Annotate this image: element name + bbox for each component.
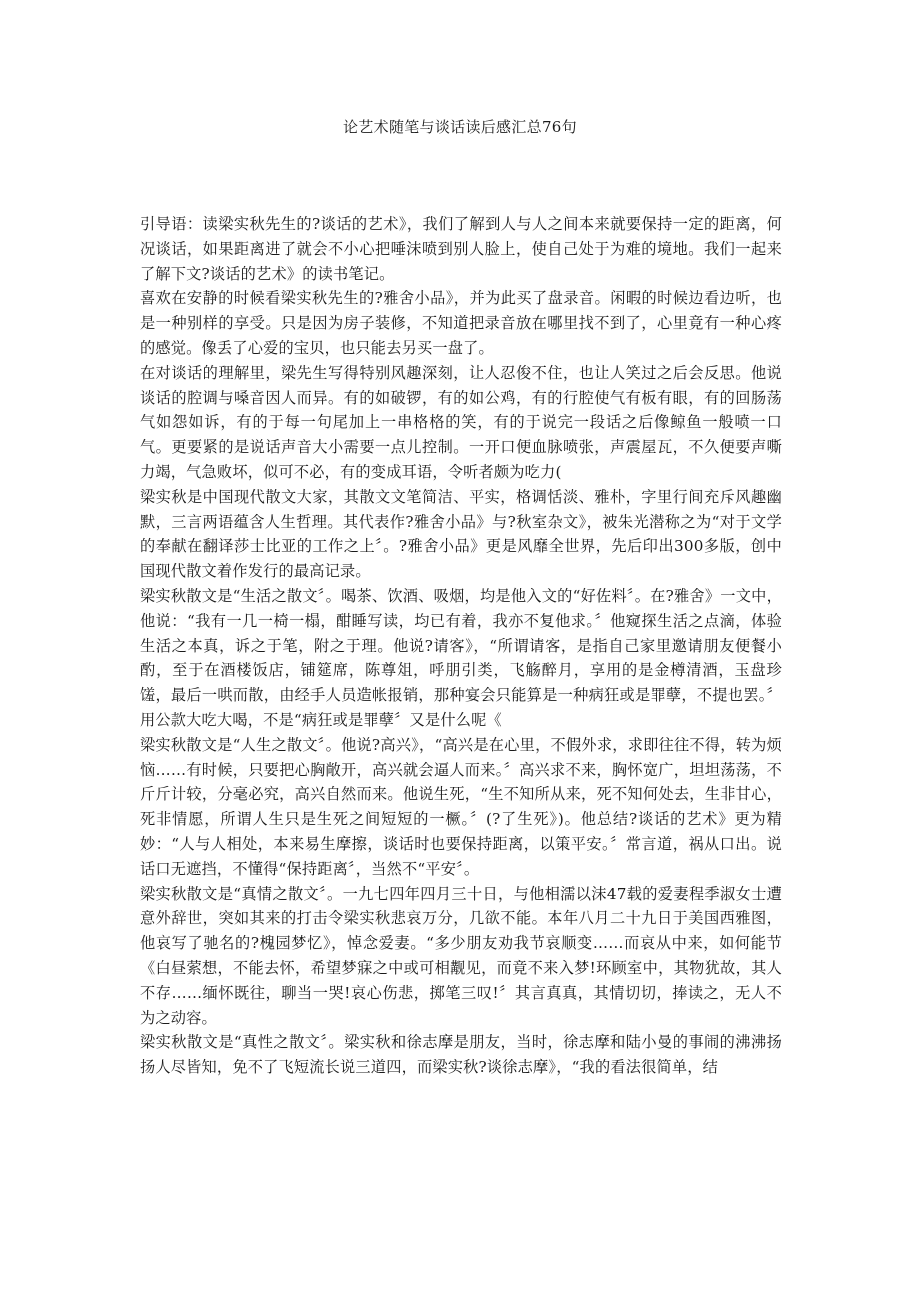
paragraph-nature-prose: 梁实秋散文是“真性之散文〞。梁实秋和徐志摩是朋友，当时，徐志摩和陆小曼的事闹的沸沸扬扬人尽皆知，免不了飞短流长说三道四，而梁实秋?谈徐志摩》，“我的看法很简单，结 bbox=[140, 1033, 782, 1077]
paragraph-intro: 引导语：读梁实秋先生的?谈话的艺术》，我们了解到人与人之间本来就要保持一定的距离，何况谈话，如果距离进了就会不小心把唾沫喷到别人脸上，使自己处于为难的境地。我们一起来了解下文?谈话的艺术》的读书笔记。 bbox=[140, 215, 782, 283]
document-body bbox=[140, 212, 782, 1080]
paragraph-listening: 喜欢在安静的时候看梁实秋先生的?雅舍小品》，并为此买了盘录音。闲暇的时候边看边听，也是一种别样的享受。只是因为房子装修，不知道把录音放在哪里找不到了，心里竟有一种心疼的感觉。像丢了心爱的宝贝，也只能去另买一盘了。 bbox=[140, 289, 782, 357]
paragraph-voice: 在对谈话的理解里，梁先生写得特别风趣深刻，让人忍俊不住，也让人笑过之后会反思。他说谈话的腔调与嗓音因人而异。有的如破锣，有的如公鸡，有的行腔使气有板有眼，有的回肠荡气如怨如诉，有的于每一句尾加上一串格格的笑，有的于说完一段话之后像鲸鱼一般喷一口气。更要紧的是说话声音大小需要一点儿控制。一开口便血脉喷张，声震屋瓦，不久便要声嘶力竭，气急败坏，似可不必，有的变成耳语，令听者颇为吃力( bbox=[140, 363, 782, 481]
paragraph-life-prose: 梁实秋散文是“生活之散文〞。喝茶、饮酒、吸烟，均是他入文的“好佐料〞。在?雅舍》一文中，他说：“我有一几一椅一榻，酣睡写读，均已有着，我亦不复他求。〞他窥探生活之点滴，体验生活之本真，诉之于笔，附之于理。他说?请客》，“所谓请客，是指自己家里邀请朋友便餐小酌，至于在酒楼饭店，铺筵席，陈尊俎，呼朋引类，飞觞醉月，享用的是金樽清酒，玉盘珍馐，最后一哄而散，由经手人员造帐报销，那种宴会只能算是一种病狂或是罪孽，不提也罢。〞用公款大吃大喝，不是“病狂或是罪孽〞又是什么呢《 bbox=[140, 586, 782, 729]
paragraph-emotion-prose: 梁实秋散文是“真情之散文〞。一九七四年四月三十日，与他相濡以沫47载的爱妻程季淑女士遭意外辞世，突如其来的打击令梁实秋悲哀万分，几欲不能。本年八月二十九日于美国西雅图，他哀写了驰名的?槐园梦忆》，悼念爱妻。“多少朋友劝我节哀顺变……而哀从中来，如何能节《白昼萦想，不能去怀，希望梦寐之中或可相觏见，而竟不来入梦!环顾室中，其物犹故，其人不存……缅怀既往，聊当一哭!哀心伤悲，掷笔三叹!〞其言真真，其情切切，捧读之，无人不为之动容。 bbox=[140, 884, 782, 1027]
document-title: 论艺术随笔与谈话读后感汇总76句 bbox=[343, 118, 577, 136]
paragraph-human-prose: 梁实秋散文是“人生之散文〞。他说?高兴》，“高兴是在心里，不假外求，求即往往不得，转为烦恼……有时候，只要把心胸敞开，高兴就会逼人而来。〞高兴求不来，胸怀宽广，坦坦荡荡，不斤斤计较，分毫必究，高兴自然而来。他说生死，“生不知所从来，死不知何处去，生非甘心，死非情愿，所谓人生只是生死之间短短的一橛。〞(?了生死》)。他总结?谈话的艺术》更为精妙：“人与人相处，本来易生摩擦，谈话时也要保持距离，以策平安。〞常言道，祸从口出。说话口无遮挡，不懂得“保持距离〞，当然不“平安〞。 bbox=[140, 735, 782, 878]
paragraph-author: 梁实秋是中国现代散文大家，其散文文笔简洁、平实，格调恬淡、雅朴，字里行间充斥风趣幽默，三言两语蕴含人生哲理。其代表作?雅舍小品》与?秋室杂文》，被朱光潜称之为“对于文学的奉献在翻译莎士比亚的工作之上〞。?雅舍小品》更是风靡全世界，先后印出300多版，创中国现代散文着作发行的最高记录。 bbox=[140, 487, 782, 581]
